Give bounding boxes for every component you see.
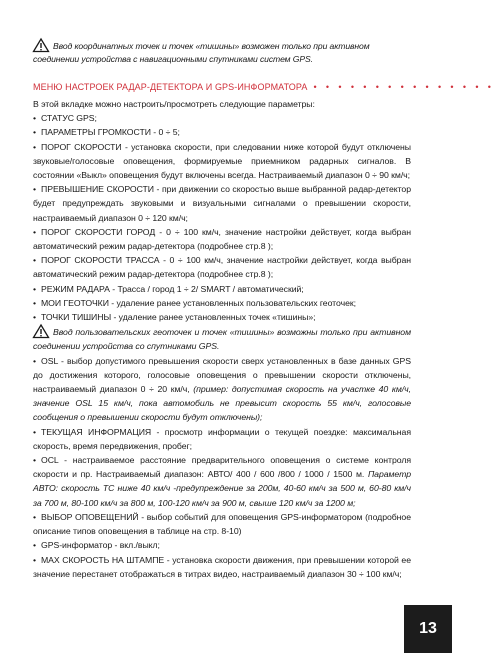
item-gps-informer: • GPS-информатор - вкл./выкл; [33,538,411,552]
item-silence-points: • ТОЧКИ ТИШИНЫ - удаление ранее установленных точек «тишины»; [33,310,411,324]
item-osl [33,354,411,425]
item-speed-excess: • ПРЕВЫШЕНИЕ СКОРОСТИ - при движении со скоростью выше выбранной радар-детектор будет предупреждать звуковыми и визуальными сигналами о превышении скорости, настраиваемый диапазон 0 ÷ 120 км/ч; [33,182,411,225]
item-status-gps: • СТАТУС GPS; [33,111,411,125]
item-threshold-highway: • ПОРОГ СКОРОСТИ ТРАССА - 0 ÷ 100 км/ч, значение настройки действует, когда выбран автоматический режим радар-детектора (подробнее стр.8 ); [33,253,411,281]
item-speed-threshold: • ПОРОГ СКОРОСТИ - установка скорости, при следовании ниже которой будут отключены звуковые/голосовые оповещения, формируемые приемником радарных сигналов. В состоянии «Выкл» оповещения будут включены всегда. Настраиваемый диапазон 0 ÷ 90 км/ч; [33,140,411,183]
note-middle-text: Ввод пользовательских геоточек и точек «тишины» возможны только при активном соединении устройства со спутниками GPS. [33,327,411,352]
section-title-dots: • • • • • • • • • • • • • • • [313,82,494,92]
warning-triangle-icon [33,38,49,52]
item-osl-example: (пример: допустимая скорость на участке 40 км/ч, значение OSL 15 км/ч, пока автомобиль не превысит скорость 55 км/ч, голосовые сообщения о превышении скорости будут отключены); [33,384,411,423]
warning-triangle-icon [33,324,49,338]
item-volume: • ПАРАМЕТРЫ ГРОМКОСТИ - 0 ÷ 5; [33,125,411,139]
item-ocl-example: Параметр АВТО: скорость ТС ниже 40 км/ч -предупреждение за 200м, 40-60 км/ч за 500 м, 60-80 км/ч за 700 м, 80-100 км/ч за 800 м, 100-120 км/ч за 900 м, свыше 120 км/ч за 1200 м; [33,469,411,508]
item-radar-mode: • РЕЖИМ РАДАРА - Трасса / город 1 ÷ 2/ SMART / автоматический; [33,282,411,296]
body-text [33,97,411,581]
item-ocl-text: OCL - настраиваемое расстояние предварительного оповещения о системе контроля скорости и пр. Настраиваемый диапазон: АВТО/ 400 / 600 /800 / 1000 / 1500 м. [33,455,411,480]
item-ocl [33,453,411,510]
page-number: 13 [404,605,452,653]
note-top [33,38,411,66]
item-alert-choice: • ВЫБОР ОПОВЕЩЕНИЙ - выбор событий для оповещения GPS-информатором (подробное описание типов оповещения в таблице на стр. 8-10) [33,510,411,538]
item-current-info: • ТЕКУЩАЯ ИНФОРМАЦИЯ - просмотр информации о текущей поездке: максимальная скорость, время передвижения, пробег; [33,425,411,453]
item-osl-text: OSL - выбор допустимого превышения скорости сверх установленных в базе данных GPS до достижения которого, голосовые оповещения о превышении скорости отключены, настраиваемый диапазон 0 ÷ 20 км/ч, [33,355,411,395]
item-max-speed-stamp: • МАХ СКОРОСТЬ НА ШТАМПЕ - установка скорости движения, при превышении которой ее значение перестанет отображаться в титрах видео, настраиваемый диапазон 30 ÷ 100 км/ч; [33,553,411,581]
intro: В этой вкладке можно настроить/просмотреть следующие параметры: [33,99,315,109]
section-title-text: МЕНЮ НАСТРОЕК РАДАР-ДЕТЕКТОРА И GPS-ИНФОРМАТОРА [33,82,308,92]
note-middle [33,324,411,353]
section-title [33,82,494,96]
item-my-geopoints: • МОИ ГЕОТОЧКИ - удаление ранее установленных пользовательских геоточек; [33,296,411,310]
item-threshold-city: • ПОРОГ СКОРОСТИ ГОРОД - 0 ÷ 100 км/ч, значение настройки действует, когда выбран автоматический режим радар-детектора (подробнее стр.8 ); [33,225,411,253]
note-top-text: Ввод координатных точек и точек «тишины» возможен только при активном соединении устройства с навигационными спутниками систем GPS. [33,41,370,64]
